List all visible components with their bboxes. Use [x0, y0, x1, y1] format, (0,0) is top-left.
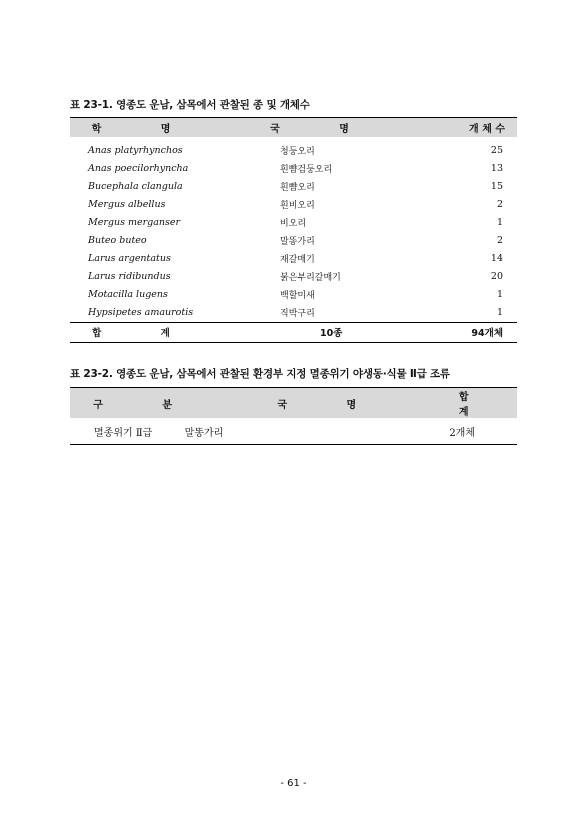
individual-count: 20 [490, 271, 503, 283]
total-count: 2개체 [449, 427, 475, 439]
table2-caption: 표 23-2. 영종도 운남, 삼목에서 관찰된 환경부 지정 멸종위기 야생동·식물 Ⅱ급 조류 [70, 368, 450, 380]
table-row [70, 137, 517, 159]
korean-name: 백할미새 [280, 291, 315, 302]
scientific-name: Hypsipetes amaurotis [88, 307, 194, 319]
species-count-table [70, 117, 517, 343]
total-individuals: 94개체 [471, 328, 503, 340]
scientific-name: Motacilla lugens [88, 289, 168, 301]
korean-name: 말똥가리 [280, 237, 315, 248]
table-row [70, 177, 517, 195]
scientific-name: Anas poecilorhyncha [88, 162, 189, 174]
header-korean-name: 국 명 [277, 399, 385, 411]
individual-count: 1 [496, 307, 503, 319]
individual-count: 15 [490, 180, 503, 192]
korean-name: 직박구리 [280, 309, 315, 320]
table-row [70, 250, 517, 268]
scientific-name: Larus argentatus [88, 253, 171, 265]
korean-name: 재갈매기 [280, 255, 315, 266]
table1-total-row [70, 322, 517, 342]
header-scientific-name: 학 명 [91, 124, 199, 135]
korean-name: 청둥오리 [280, 146, 315, 157]
table-row [70, 304, 517, 323]
table-row [70, 213, 517, 231]
empty-cell [223, 418, 438, 445]
individual-count: 14 [490, 253, 503, 265]
total-species: 10종 [320, 328, 343, 340]
table-row [70, 268, 517, 286]
scientific-name: Buteo buteo [88, 235, 147, 247]
total-label: 합 계 [92, 328, 198, 340]
header-count: 개 체 수 [469, 124, 505, 135]
header-korean-name: 국 명 [270, 124, 377, 135]
table2-header-row [70, 388, 517, 419]
table-row [70, 231, 517, 249]
scientific-name: Mergus merganser [88, 216, 181, 228]
korean-name: 붉은부리갈매기 [280, 273, 341, 284]
scientific-name: Mergus albellus [88, 198, 166, 210]
table-row [70, 418, 517, 445]
endangered-species-table [70, 387, 517, 445]
korean-name: 흰뺨검둥오리 [280, 164, 333, 175]
korean-name: 말똥가리 [184, 427, 224, 439]
category-cell [70, 418, 223, 445]
individual-count: 1 [496, 216, 503, 228]
header-category: 구 분 [93, 399, 201, 411]
table-row [70, 195, 517, 213]
page-number: - 61 - [280, 778, 307, 789]
category-label: 멸종위기 Ⅱ급 [94, 427, 153, 439]
table1-header-row [70, 118, 517, 138]
table-row [70, 159, 517, 177]
individual-count: 1 [496, 289, 503, 301]
scientific-name: Larus ridibundus [88, 271, 171, 283]
korean-name: 비오리 [280, 218, 307, 229]
korean-name: 흰비오리 [280, 200, 315, 211]
table-row [70, 286, 517, 304]
table1-caption: 표 23-1. 영종도 운남, 삼목에서 관찰된 종 및 개체수 [70, 99, 310, 111]
individual-count: 2 [496, 198, 503, 210]
individual-count: 13 [490, 162, 503, 174]
individual-count: 25 [490, 144, 503, 156]
korean-name: 흰뺨오리 [280, 182, 315, 193]
header-total: 합 계 [458, 392, 497, 418]
individual-count: 2 [496, 235, 503, 247]
scientific-name: Anas platyrhynchos [88, 144, 183, 156]
scientific-name: Bucephala clangula [88, 180, 183, 192]
